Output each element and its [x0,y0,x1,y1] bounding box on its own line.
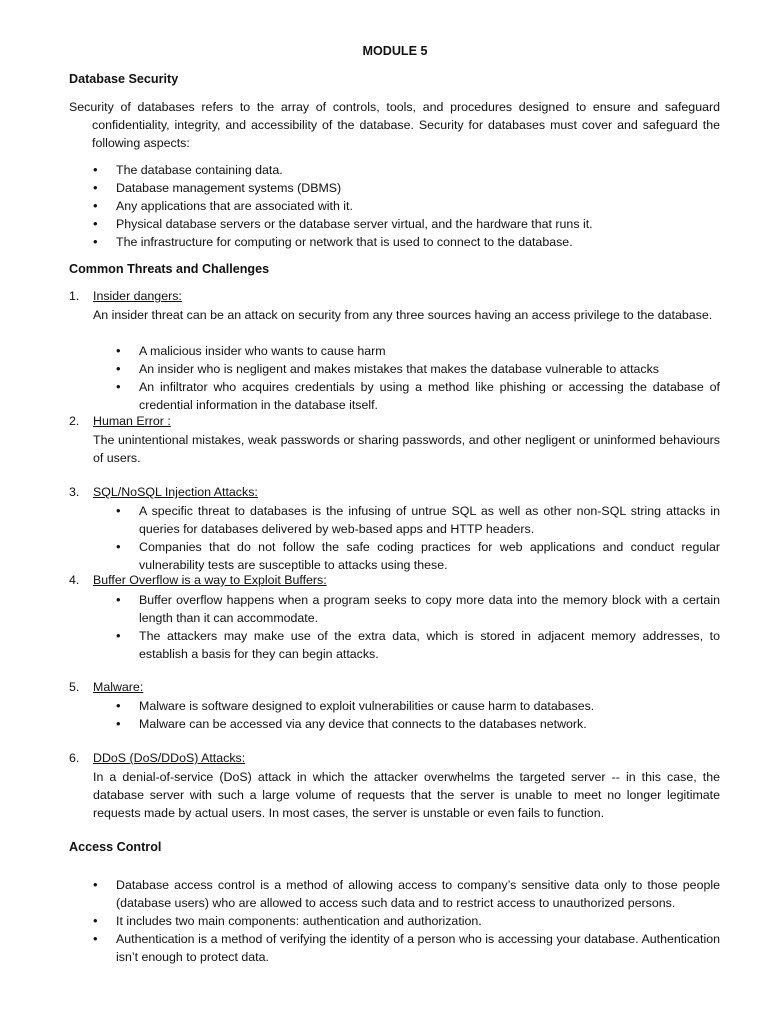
item-label: Buffer Overflow is a way to Exploit Buffers: [93,573,327,587]
item-text: An insider threat can be an attack on security from any three sources having an access privilege to the database. [93,308,713,322]
list-item: • Companies that do not follow the safe coding practices for web applications and conduct regular vulnerability tests are susceptible to attacks using these. [139,538,720,574]
item-number: 2. [69,414,80,428]
list-item: • The infrastructure for computing or network that is used to connect to the database. [116,233,720,251]
heading-access-control: Access Control [69,840,162,854]
list-item: • It includes two main components: authentication and authorization. [116,912,720,930]
db-security-aspects-list [116,161,720,251]
item-bullets [139,591,720,663]
list-item: • Physical database servers or the database server virtual, and the hardware that runs it. [116,215,720,233]
item-label: DDoS (DoS/DDoS) Attacks: [93,751,246,765]
heading-common-threats: Common Threats and Challenges [69,262,270,276]
item-bullets [139,342,720,414]
list-item: • Malware is software designed to exploit vulnerabilities or cause harm to databases. [139,697,720,715]
item-number: 3. [69,485,80,499]
db-security-intro: Security of databases refers to the array of controls, tools, and procedures designed to ensure and safeguard confidentiality, integrity, and accessibility of the database. Security for databases must cover and safeguard the following aspects: [69,100,720,150]
access-control-list [116,876,720,966]
item-label: SQL/NoSQL Injection Attacks: [93,485,258,499]
item-label: Malware: [93,680,144,694]
list-item: • A malicious insider who wants to cause harm [139,342,720,360]
item-number: 5. [69,680,80,694]
list-item: • Authentication is a method of verifying the identity of a person who is accessing your database. Authentication isn’t enough to protect data. [116,930,720,966]
item-bullets [139,697,720,733]
item-label: Human Error : [93,414,171,428]
list-item: • An infiltrator who acquires credentials by using a method like phishing or accessing the database of credential information in the database itself. [139,378,720,414]
list-item: • Malware can be accessed via any device that connects to the databases network. [139,715,720,733]
item-number: 1. [69,289,80,303]
item-label: Insider dangers: [93,289,182,303]
item-text: The unintentional mistakes, weak passwords or sharing passwords, and other negligent or uninformed behaviours of users. [93,433,720,465]
item-number: 6. [69,751,80,765]
list-item: • A specific threat to databases is the infusing of untrue SQL as well as other non-SQL string attacks in queries for databases delivered by web-based apps and HTTP headers. [139,502,720,538]
list-item: • Any applications that are associated with it. [116,197,720,215]
list-item: • The attackers may make use of the extra data, which is stored in adjacent memory addresses, to establish a basis for they can begin attacks. [139,627,720,663]
list-item: • An insider who is negligent and makes mistakes that makes the database vulnerable to attacks [139,360,720,378]
item-text: In a denial-of-service (DoS) attack in which the attacker overwhelms the targeted server -- in this case, the database server with such a large volume of requests that the server is unable to meet no longer legitimate requests made by actual users. In most cases, the server is unstable or even fails to function. [93,770,720,820]
list-item: • Database management systems (DBMS) [116,179,720,197]
item-number: 4. [69,573,80,587]
list-item: • The database containing data. [116,161,720,179]
item-bullets [139,502,720,574]
module-title: MODULE 5 [362,44,428,58]
list-item: • Database access control is a method of allowing access to company’s sensitive data only to those people (database users) who are allowed to access such data and to restrict access to unauthorized persons. [116,876,720,912]
heading-database-security: Database Security [69,72,179,86]
list-item: • Buffer overflow happens when a program seeks to copy more data into the memory block with a certain length than it can accommodate. [139,591,720,627]
